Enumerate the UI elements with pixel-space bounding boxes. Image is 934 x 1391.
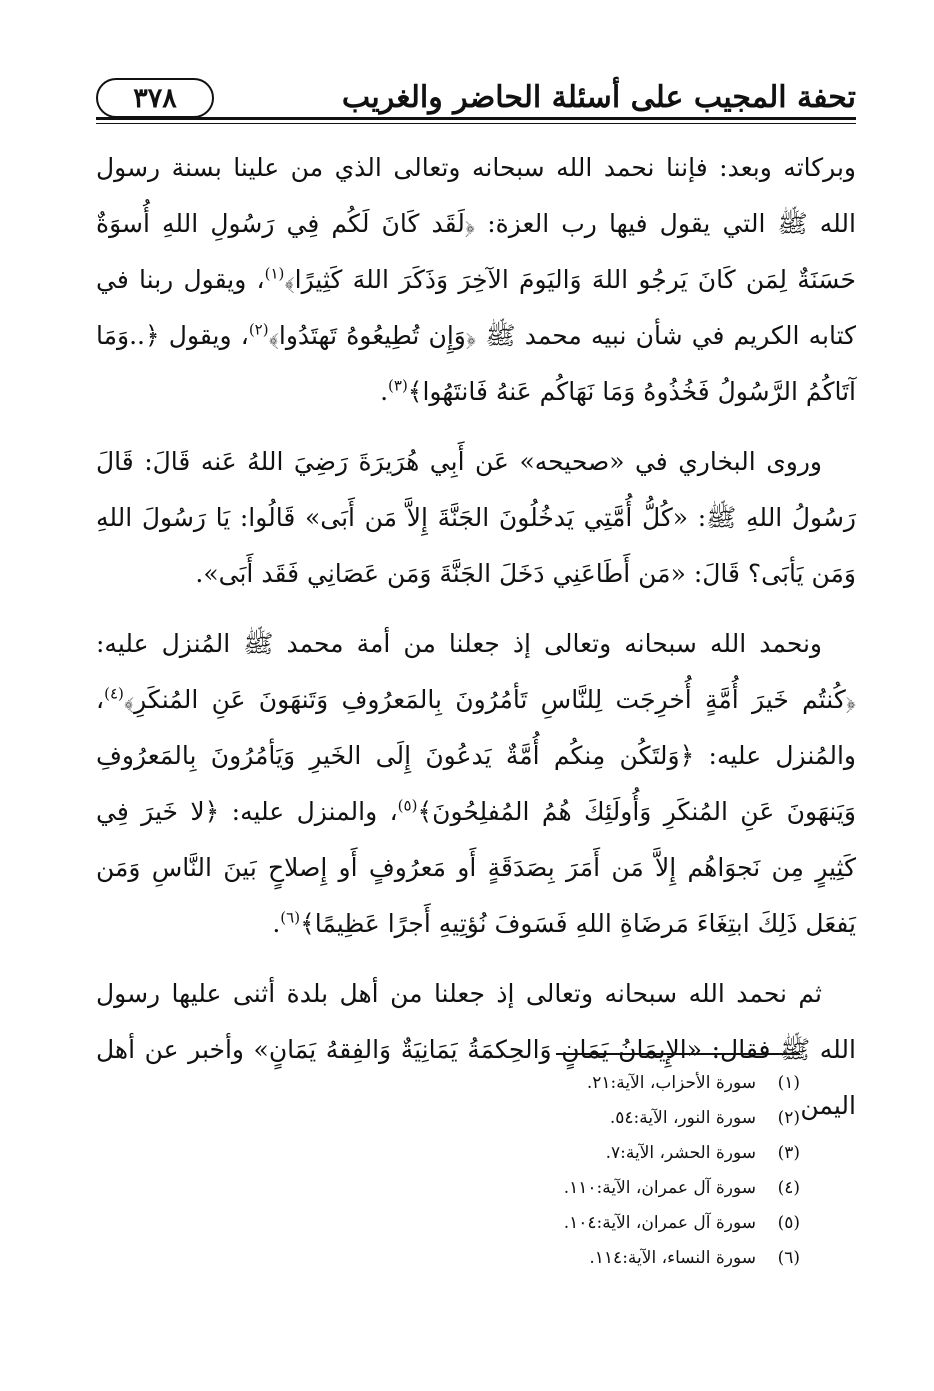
footnote-number: (٣) <box>777 1143 800 1163</box>
text-segment: وروى البخاري في «صحيحه» عَن أَبِي هُرَيرَةَ رَضِيَ اللهُ عَنه قَالَ: قَالَ رَسُولُ اللهِ ﷺ: «كُلُّ أُمَّتِي يَدخُلُونَ الجَنَّةَ إِلاَّ مَن أَبَى» قَالُوا: يَا رَسُولَ اللهِ وَمَن يَأبَى؟ قَالَ: «مَن أَطَاعَنِي دَخَلَ الجَنَّةَ وَمَن عَصَانِي فَقَد أَبَى». <box>96 447 856 588</box>
page-header <box>96 78 856 122</box>
text-segment: ﴿لا خَيرَ فِي كَثِيرٍ مِن نَجوَاهُم إِلاَّ مَن أَمَرَ بِصَدَقَةٍ أَو مَعرُوفٍ أَو إِصلاحٍ بَينَ النَّاسِ وَمَن يَفعَل ذَلِكَ ابتِغَاءَ مَرضَاةِ اللهِ فَسَوفَ نُؤتِيهِ أَجرًا عَظِيمًا﴾ <box>96 797 856 938</box>
footnote-text: سورة آل عمران، الآية:١١٠. <box>563 1178 756 1198</box>
text-segment: . <box>380 377 389 406</box>
footnote-ref[interactable]: (٦) <box>280 908 301 927</box>
text-segment: ﴿كُنتُم خَيرَ أُمَّةٍ أُخرِجَت لِلنَّاسِ تَأمُرُونَ بِالمَعرُوفِ وَتَنهَونَ عَنِ المُنكَرِ﴾ <box>123 685 856 714</box>
text-segment: ثم نحمد الله سبحانه وتعالى إذ جعلنا من أهل بلدة أثنى عليها رسول الله ﷺ فقال: «الإِيمَانُ يَمَانٍ وَالحِكمَةُ يَمَانِيَةٌ وَالفِقهُ يَمَانٍ» وأخبر عن أهل اليمن <box>96 979 856 1120</box>
footnote-number: (١) <box>777 1073 800 1093</box>
paragraph <box>96 434 856 602</box>
text-segment: ، والمنزل عليه: <box>219 797 398 826</box>
text-segment: ﴿لَقَد كَانَ لَكُم فِي رَسُولِ اللهِ أُسوَةٌ حَسَنَةٌ لِمَن كَانَ يَرجُو اللهَ وَاليَومَ الآخِرَ وَذَكَرَ اللهَ كَثِيرًا﴾ <box>96 209 856 294</box>
text-segment: ، ويقول <box>159 321 249 350</box>
text-segment: ﴿وَلتَكُن مِنكُم أُمَّةٌ يَدعُونَ إِلَى الخَيرِ وَيَأمُرُونَ بِالمَعرُوفِ وَيَنهَونَ عَنِ المُنكَرِ وَأُولَئِكَ هُمُ المُفلِحُونَ﴾ <box>96 741 856 826</box>
text-segment: ، ويقول ربنا في كتابه الكريم في شأن نبيه محمد ﷺ <box>96 265 857 350</box>
footnote-ref[interactable]: (٣) <box>388 376 408 395</box>
footnote-number: (٤) <box>777 1178 800 1198</box>
page-number-badge <box>96 78 214 118</box>
footnotes <box>440 1066 800 1276</box>
footnote-number: (٥) <box>777 1213 800 1233</box>
text-segment: ، والمُنزل عليه: <box>96 685 856 770</box>
footnote-text: سورة النور، الآية:٥٤. <box>609 1108 756 1128</box>
footnote-item <box>440 1136 800 1171</box>
footnote-text: سورة الحشر، الآية:٧. <box>605 1143 756 1163</box>
text-segment: . <box>272 909 281 938</box>
text-segment: ونحمد الله سبحانه وتعالى إذ جعلنا من أمة محمد ﷺ المُنزل عليه: <box>96 629 822 658</box>
footnote-separator <box>556 1053 800 1055</box>
text-segment: ﴿وَإِن تُطِيعُوهُ تَهتَدُوا﴾ <box>268 321 477 350</box>
footnote-item <box>440 1101 800 1136</box>
text-segment: وبركاته وبعد: فإننا نحمد الله سبحانه وتعالى الذي من علينا بسنة رسول الله ﷺ التي يقول فيها رب العزة: <box>96 153 856 238</box>
book-title: تحفة المجيب على أسئلة الحاضر والغريب <box>341 80 856 115</box>
body-text <box>96 140 856 1148</box>
footnote-item <box>440 1241 800 1276</box>
footnote-item <box>440 1206 800 1241</box>
footnote-ref[interactable]: (١) <box>264 264 285 283</box>
header-rule <box>96 117 856 124</box>
footnote-text: سورة النساء، الآية:١١٤. <box>589 1248 756 1268</box>
footnote-text: سورة الأحزاب، الآية:٢١. <box>586 1073 756 1093</box>
footnote-number: (٦) <box>777 1248 800 1268</box>
page-number: ٣٧٨ <box>133 82 177 114</box>
text-segment: ﴿..وَمَا آتَاكُمُ الرَّسُولُ فَخُذُوهُ وَمَا نَهَاكُم عَنهُ فَانتَهُوا﴾ <box>96 321 856 406</box>
footnote-ref[interactable]: (٥) <box>397 796 418 815</box>
footnote-text: سورة آل عمران، الآية:١٠٤. <box>563 1213 756 1233</box>
paragraph <box>96 140 856 420</box>
footnote-number: (٢) <box>777 1108 800 1128</box>
footnote-ref[interactable]: (٢) <box>248 320 269 339</box>
footnote-ref[interactable]: (٤) <box>104 684 124 703</box>
footnote-item <box>440 1171 800 1206</box>
footnote-item <box>440 1066 800 1101</box>
paragraph <box>96 616 856 952</box>
